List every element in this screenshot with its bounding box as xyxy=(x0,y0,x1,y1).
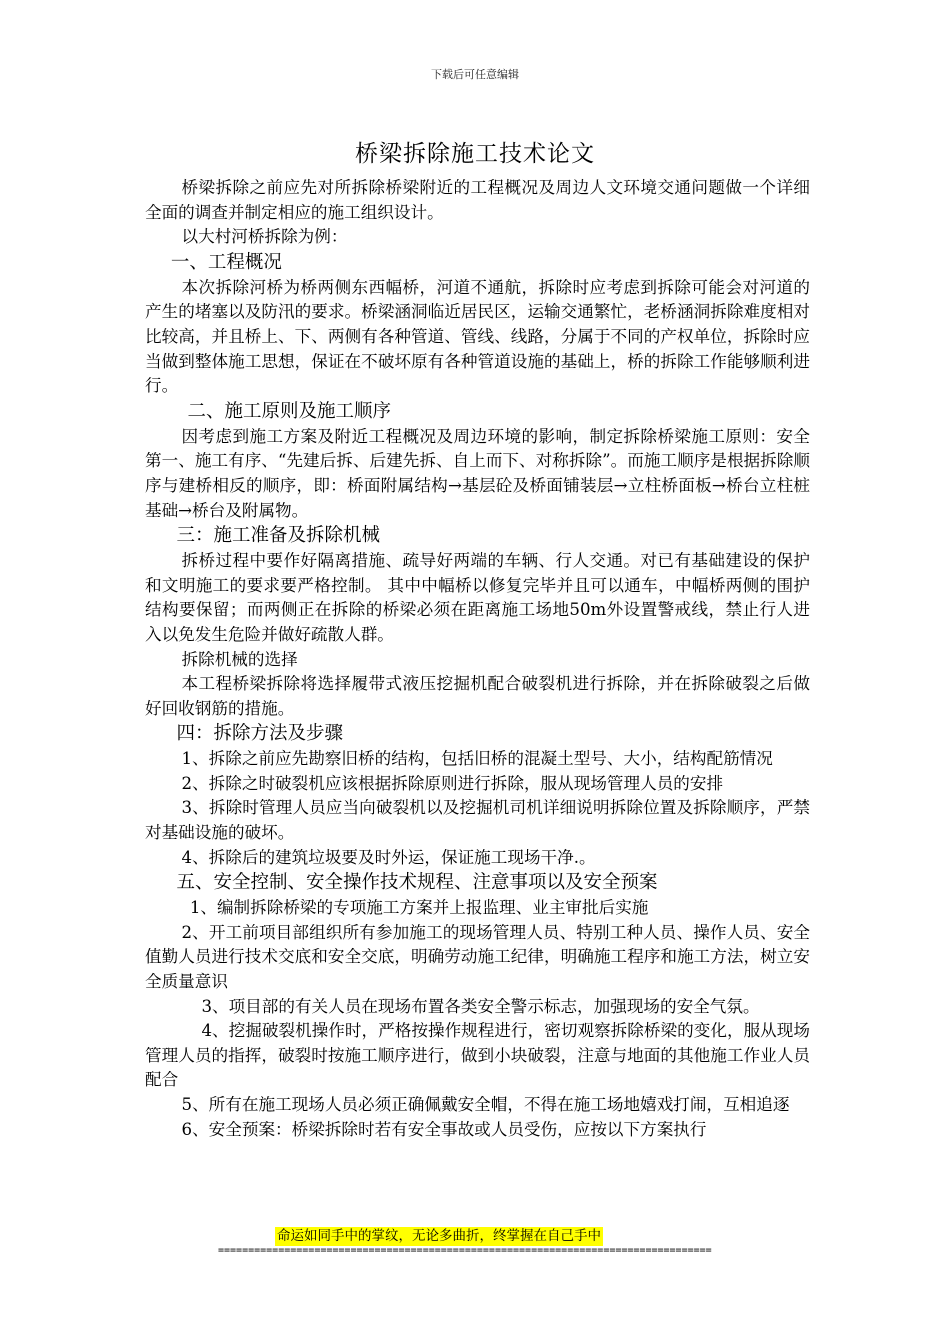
footer-quote: 命运如同手中的掌纹，无论多曲折，终掌握在自己手中 xyxy=(277,1228,601,1244)
section-heading-5: 五、安全控制、安全操作技术规程、注意事项以及安全预案 xyxy=(176,872,658,894)
step-2: 2、拆除之时破裂机应该根据拆除原则进行拆除，服从现场管理人员的安排 xyxy=(181,773,724,793)
machinery-paragraph: 本工程桥梁拆除将选择履带式液压挖掘机配合破裂机进行拆除，并在拆除破裂之后做好回收钢筋的措施。 xyxy=(145,674,810,718)
document-title: 桥梁拆除施工技术论文 xyxy=(355,141,595,167)
safety-item-2: 2、开工前项目部组织所有参加施工的现场管理人员、特别工种人员、操作人员、安全值勤人员进行技术交底和安全交底，明确劳动施工纪律，明确施工程序和施工方法，树立安全质量意识 xyxy=(145,922,810,992)
example-line: 以大村河桥拆除为例： xyxy=(181,227,348,247)
section-heading-4: 四：拆除方法及步骤 xyxy=(176,723,343,745)
section-1-paragraph: 本次拆除河桥为桥两侧东西幅桥，河道不通航，拆除时应考虑到拆除可能会对河道的产生的堵塞以及防汛的要求。桥梁涵洞临近居民区，运输交通繁忙，老桥涵洞拆除难度相对比较高，并且桥上、下、两侧有各种管道、管线、线路，分属于不同的产权单位，拆除时应当做到整体施工思想，保证在不破坏原有各种管道设施的基础上，桥的拆除工作能够顺利进行。 xyxy=(145,277,810,396)
section-2-paragraph: 因考虑到施工方案及附近工程概况及周边环境的影响，制定拆除桥梁施工原则：安全第一、施工有序、“先建后拆、后建先拆、自上而下、对称拆除”。而施工顺序是根据拆除顺序与建桥相反的顺序，即：桥面附属结构→基层砼及桥面铺装层→立柱桥面板→桥台立柱桩基础→桥台及附属物。 xyxy=(145,426,810,520)
section-heading-1: 一、工程概况 xyxy=(170,251,282,273)
safety-item-1: 1、编制拆除桥梁的专项施工方案并上报监理、业主审批后实施 xyxy=(189,898,649,918)
intro-paragraph: 桥梁拆除之前应先对所拆除桥梁附近的工程概况及周边人文环境交通问题做一个详细全面的调查并制定相应的施工组织设计。 xyxy=(145,178,810,222)
step-3: 3、拆除时管理人员应当向破裂机以及挖掘机司机详细说明拆除位置及拆除顺序，严禁对基础设施的破坏。 xyxy=(145,798,810,843)
safety-item-6: 6、安全预案：桥梁拆除时若有安全事故或人员受伤，应按以下方案执行 xyxy=(181,1119,707,1139)
section-3-paragraph: 拆桥过程中要作好隔离措施、疏导好两端的车辆、行人交通。对已有基础建设的保护和文明施工的要求要严格控制。 其中中幅桥以修复完毕并且可以通车，中幅桥两侧的围护结构要保留；而两侧正在拆除的桥梁必须在距离施工场地50m外设置警戒线，禁止行人进入以免发生危险并做好疏散人群。 xyxy=(145,551,810,644)
safety-item-5: 5、所有在施工现场人员必须正确佩戴安全帽，不得在施工场地嬉戏打闹，互相追逐 xyxy=(181,1095,790,1114)
safety-item-4: 4、挖掘破裂机操作时，严格按操作规程进行，密切观察拆除桥梁的变化，服从现场管理人员的指挥，破裂时按施工顺序进行，做到小块破裂，注意与地面的其他施工作业人员配合 xyxy=(145,1021,810,1090)
safety-item-3: 3、项目部的有关人员在现场布置各类安全警示标志，加强现场的安全气氛。 xyxy=(201,996,760,1016)
step-1: 1、拆除之前应先勘察旧桥的结构，包括旧桥的混凝土型号、大小，结构配筋情况 xyxy=(181,749,773,769)
machinery-subheading: 拆除机械的选择 xyxy=(181,649,298,669)
footer-rule: ================================================================================== xyxy=(218,1245,712,1256)
step-4: 4、拆除后的建筑垃圾要及时外运，保证施工现场干净.。 xyxy=(181,847,596,867)
document-body xyxy=(145,176,810,1142)
section-heading-2: 二、施工原则及施工顺序 xyxy=(187,400,392,422)
header-note: 下载后可任意编辑 xyxy=(431,68,519,81)
section-heading-3: 三：施工准备及拆除机械 xyxy=(176,525,380,547)
